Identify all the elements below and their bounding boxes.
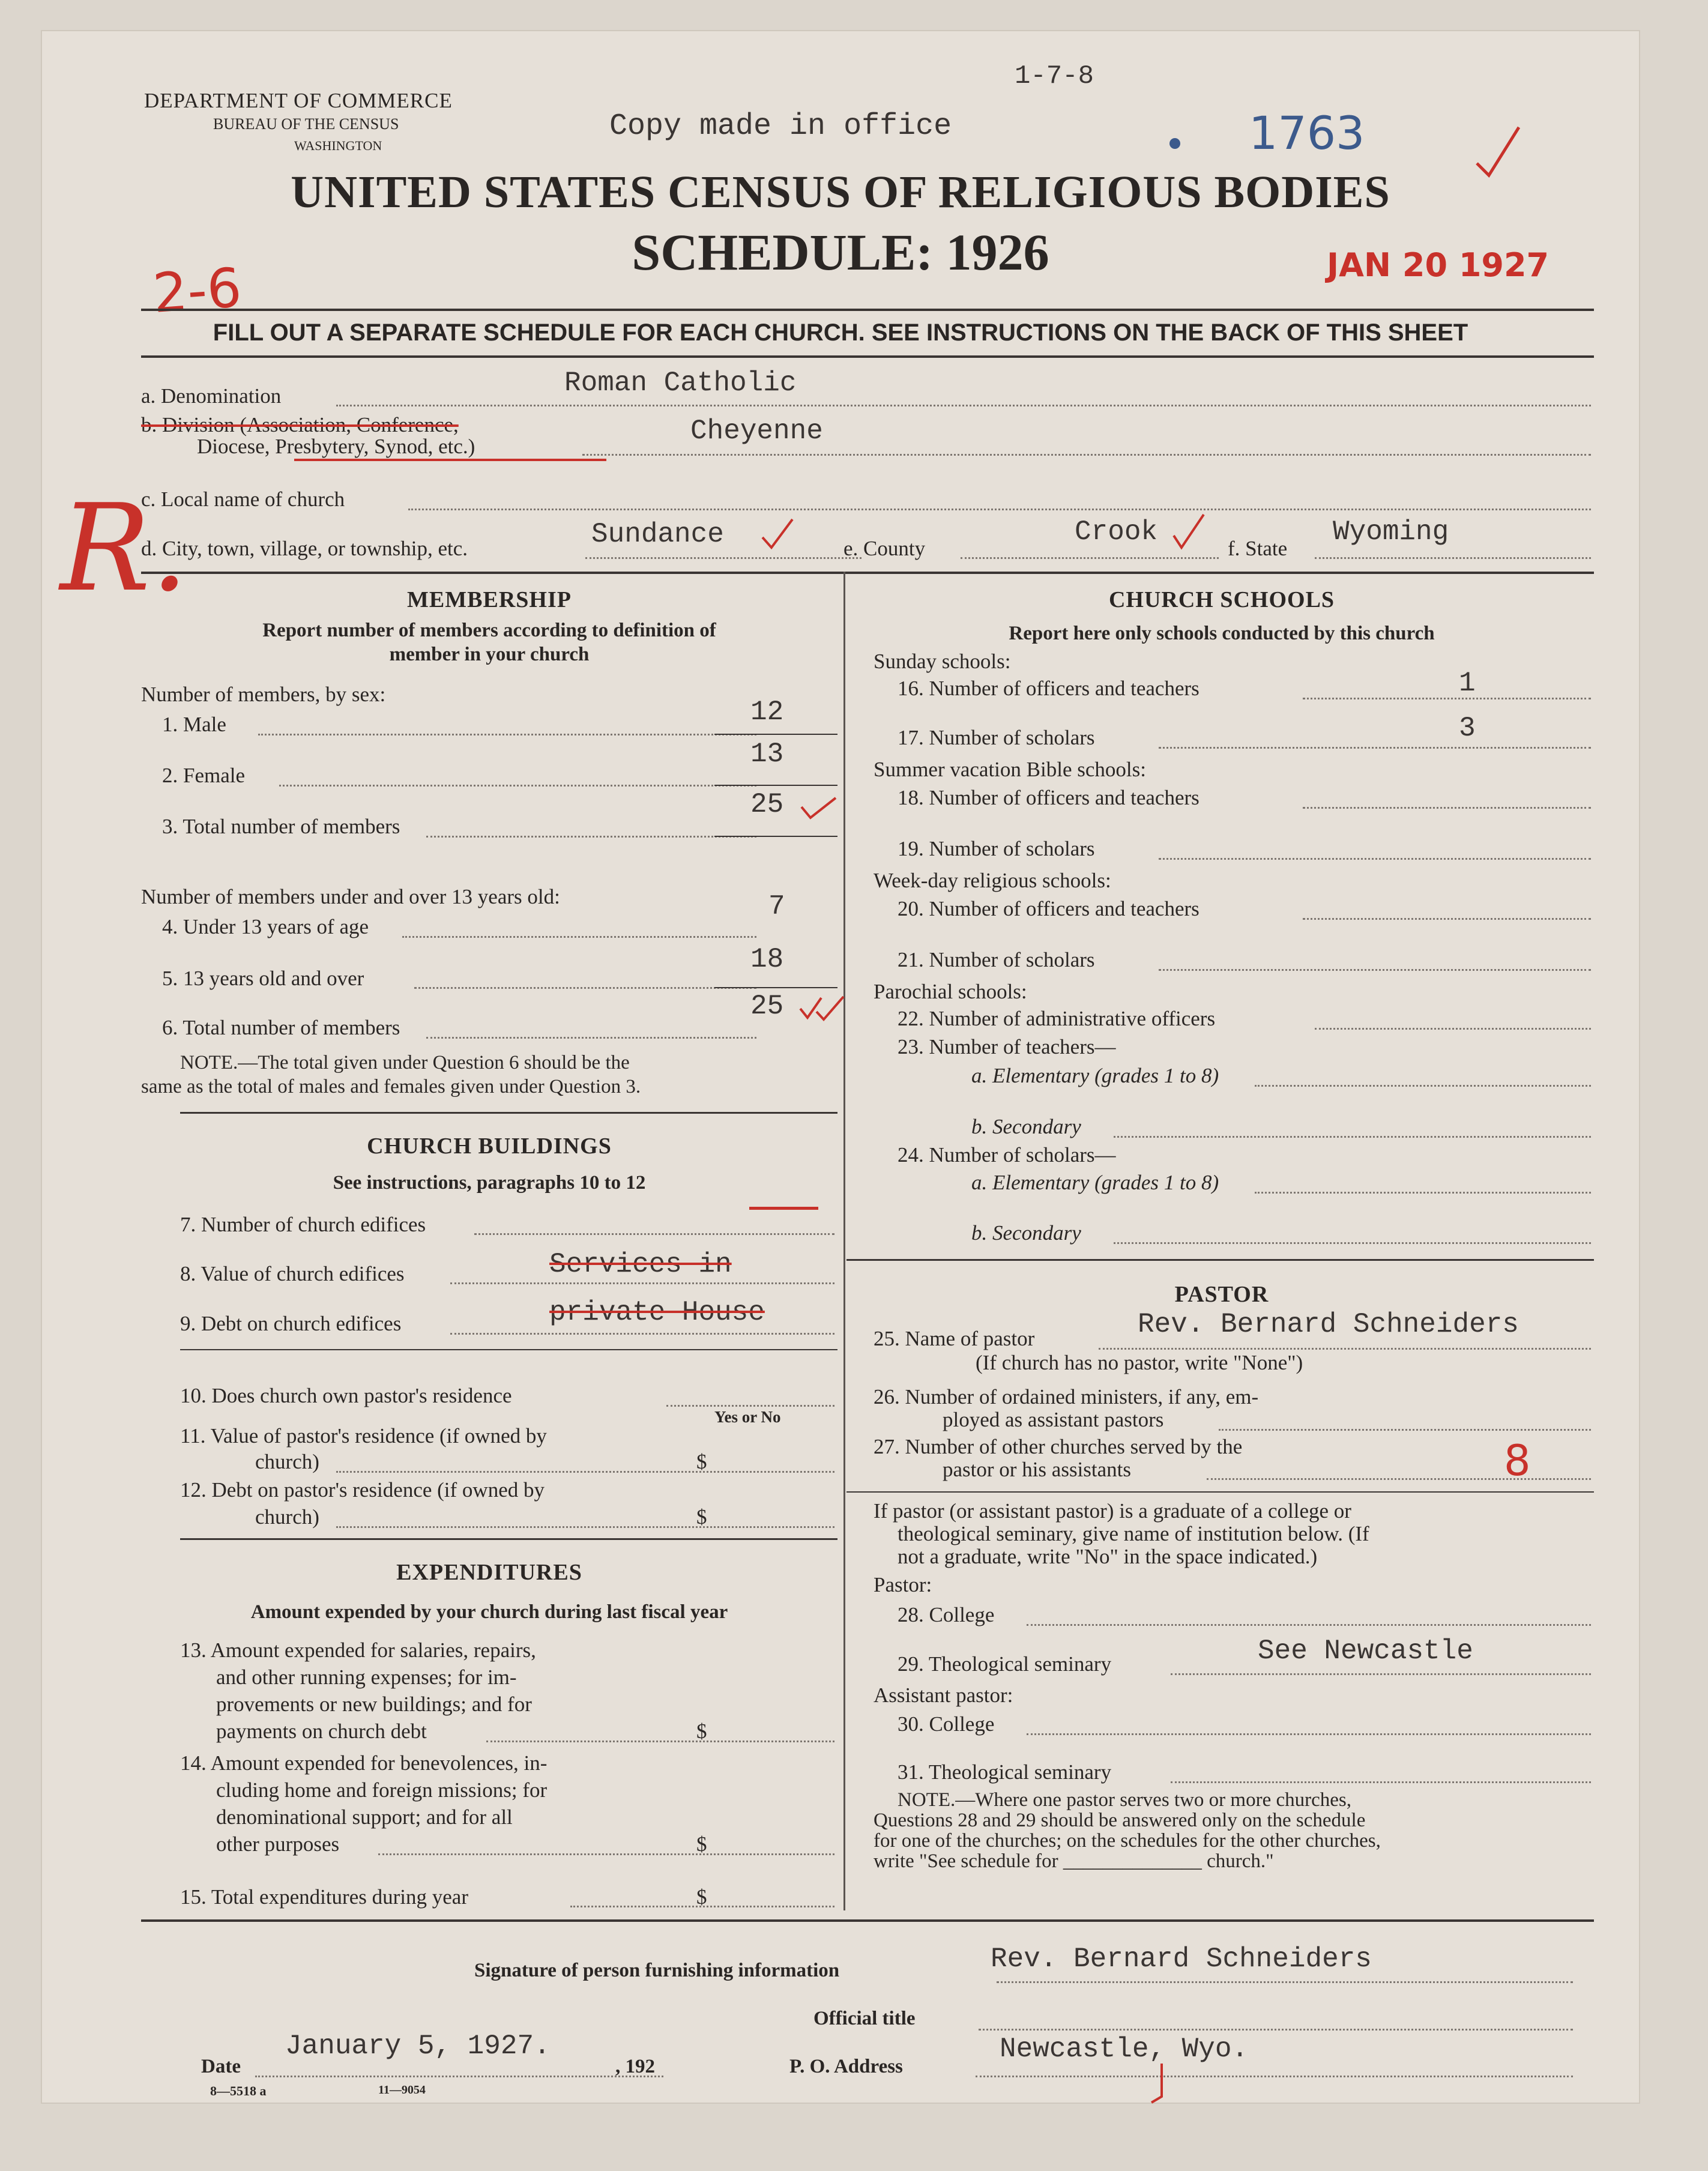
- yes-no-hint: Yes or No: [714, 1408, 781, 1426]
- division-label-line1: b. Division (Association, Conference,: [141, 413, 459, 436]
- county-label: e. County: [843, 537, 926, 560]
- q7-label: 7. Number of church edifices: [180, 1213, 426, 1236]
- q9-value: private House: [549, 1297, 765, 1328]
- q6-total-label: 6. Total number of members: [162, 1016, 400, 1039]
- red-check-city: [759, 516, 795, 552]
- q13-label-2: and other running expenses; for im-: [216, 1665, 517, 1689]
- membership-note-1: NOTE.—The total given under Question 6 should be the: [180, 1052, 630, 1073]
- q22-label: 22. Number of administrative officers: [898, 1007, 1216, 1030]
- q12-label-1: 12. Debt on pastor's residence (if owned by: [180, 1478, 545, 1502]
- q23a-label: a. Elementary (grades 1 to 8): [971, 1064, 1219, 1087]
- serial-number: 1763: [1249, 106, 1365, 160]
- q5-line: [414, 987, 756, 989]
- q24a-line: [1255, 1192, 1591, 1194]
- buildings-rule: [180, 1538, 837, 1540]
- division-value: Cheyenne: [690, 415, 823, 447]
- q13-dollar: $: [696, 1720, 707, 1743]
- header-rule-top: [141, 309, 1594, 311]
- schools-title: CHURCH SCHOOLS: [1108, 587, 1335, 612]
- q13-label-1: 13. Amount expended for salaries, repairs,: [180, 1638, 536, 1662]
- print-number: 11—9054: [378, 2083, 426, 2097]
- q25-note: (If church has no pastor, write "None"): [976, 1351, 1303, 1374]
- q7-line: [474, 1233, 834, 1235]
- q28-line: [1027, 1624, 1591, 1626]
- po-address-value: Newcastle, Wyo.: [1000, 2034, 1249, 2065]
- q26-line: [1219, 1429, 1591, 1431]
- q8-label: 8. Value of church edifices: [180, 1262, 405, 1285]
- department-name: DEPARTMENT OF COMMERCE: [144, 89, 453, 112]
- copy-note: Copy made in office: [609, 109, 952, 143]
- q16-label: 16. Number of officers and teachers: [898, 677, 1200, 700]
- q1-answer-rule: [714, 734, 837, 735]
- q29-value: See Newcastle: [1258, 1635, 1473, 1667]
- county-line: [961, 557, 1219, 559]
- red-mark-address: [1147, 2061, 1171, 2109]
- q31-label: 31. Theological seminary: [898, 1760, 1112, 1784]
- graduate-note-3: not a graduate, write "No" in the space indicated.): [898, 1545, 1318, 1568]
- members-by-sex: Number of members, by sex:: [141, 683, 386, 706]
- membership-title: MEMBERSHIP: [407, 587, 572, 612]
- header-rule-bottom: [141, 355, 1594, 358]
- date-label: Date: [201, 2056, 241, 2077]
- official-title-label: Official title: [813, 2008, 916, 2029]
- sunday-schools-label: Sunday schools:: [874, 650, 1011, 673]
- bureau-city: WASHINGTON: [294, 138, 382, 153]
- q30-line: [1027, 1733, 1591, 1735]
- q12-line: [336, 1526, 834, 1528]
- q24-label: 24. Number of scholars—: [898, 1143, 1116, 1167]
- q26-label-1: 26. Number of ordained ministers, if any, em-: [874, 1385, 1259, 1409]
- membership-rule: [180, 1112, 837, 1114]
- q11-label-2: church): [255, 1450, 319, 1473]
- red-check-q3: [798, 789, 840, 825]
- q4-under13-label: 4. Under 13 years of age: [162, 915, 369, 938]
- q12-dollar: $: [696, 1505, 707, 1529]
- red-dash: [749, 1207, 818, 1210]
- pastor-sublabel: Pastor:: [874, 1573, 932, 1596]
- q30-label: 30. College: [898, 1712, 995, 1736]
- po-address-line: [976, 2076, 1573, 2077]
- date-suffix: , 192: [615, 2056, 655, 2077]
- buildings-title: CHURCH BUILDINGS: [367, 1134, 612, 1159]
- schools-subtitle: Report here only schools conducted by this church: [1009, 623, 1435, 644]
- q11-dollar: $: [696, 1450, 707, 1473]
- q15-label: 15. Total expenditures during year: [180, 1885, 468, 1909]
- membership-subtitle-2: member in your church: [389, 644, 590, 665]
- identity-rule: [141, 572, 1594, 574]
- red-double-check-q6: [798, 991, 846, 1027]
- q29-line: [1171, 1673, 1591, 1675]
- q27-label-2: pastor or his assistants: [943, 1458, 1132, 1481]
- schools-rule: [846, 1259, 1594, 1261]
- bureau-name: BUREAU OF THE CENSUS: [213, 115, 399, 133]
- q22-line: [1315, 1028, 1591, 1030]
- q31-line: [1171, 1781, 1591, 1783]
- city-line: [585, 557, 862, 559]
- q4-under13-value: 7: [768, 891, 785, 922]
- expenditures-subtitle: Amount expended by your church during last fiscal year: [250, 1601, 728, 1623]
- q17-line: [1159, 747, 1591, 749]
- q25-line: [1099, 1348, 1591, 1350]
- membership-note-2: same as the total of males and females given under Question 3.: [141, 1076, 641, 1098]
- pastor-mid-rule: [846, 1491, 1594, 1493]
- q27-value: 8: [1504, 1436, 1531, 1485]
- q11-line: [336, 1471, 834, 1473]
- q25-value: Rev. Bernard Schneiders: [1138, 1309, 1519, 1340]
- q8-value: Services in: [549, 1249, 732, 1280]
- q19-line: [1159, 858, 1591, 860]
- q24b-line: [1114, 1242, 1591, 1244]
- q28-label: 28. College: [898, 1603, 995, 1626]
- q3-line: [426, 836, 756, 838]
- q15-line: [570, 1906, 834, 1907]
- city-label: d. City, town, village, or township, etc.: [141, 537, 468, 560]
- q5-over13-value: 18: [750, 944, 784, 975]
- handwritten-26: 2-6: [151, 256, 244, 325]
- q18-label: 18. Number of officers and teachers: [898, 786, 1200, 809]
- q14-label-3: denominational support; and for all: [216, 1805, 513, 1829]
- column-divider: [843, 572, 845, 1910]
- q25-label: 25. Name of pastor: [874, 1327, 1035, 1350]
- q10-line: [666, 1405, 834, 1407]
- state-value: Wyoming: [1333, 516, 1449, 548]
- denomination-label: a. Denomination: [141, 384, 282, 408]
- q14-dollar: $: [696, 1832, 707, 1856]
- q24b-label: b. Secondary: [971, 1221, 1081, 1245]
- pastor-note-3: for one of the churches; on the schedules for the other churches,: [874, 1830, 1381, 1852]
- graduate-note-1: If pastor (or assistant pastor) is a graduate of a college or: [874, 1499, 1351, 1523]
- local-name-label: c. Local name of church: [141, 488, 345, 511]
- denomination-value: Roman Catholic: [564, 367, 797, 399]
- weekday-schools-label: Week-day religious schools:: [874, 869, 1111, 892]
- state-line: [1315, 557, 1591, 559]
- buildings-mid-rule: [180, 1349, 837, 1350]
- graduate-note-2: theological seminary, give name of institution below. (If: [898, 1522, 1369, 1545]
- membership-subtitle-1: Report number of members according to definition of: [262, 620, 716, 641]
- ink-dot: [1169, 138, 1180, 149]
- q20-line: [1303, 918, 1591, 920]
- q3-total-value: 25: [750, 789, 784, 820]
- q1-line: [258, 734, 756, 735]
- q18-line: [1303, 807, 1591, 809]
- q23a-line: [1255, 1085, 1591, 1087]
- red-check-county: [1171, 512, 1207, 554]
- q6-line: [426, 1037, 756, 1039]
- q14-label-4: other purposes: [216, 1832, 340, 1856]
- q23-label: 23. Number of teachers—: [898, 1035, 1116, 1058]
- instruction-banner: FILL OUT A SEPARATE SCHEDULE FOR EACH CHURCH. SEE INSTRUCTIONS ON THE BACK OF THIS SHEET: [213, 319, 1468, 346]
- members-by-age: Number of members under and over 13 years old:: [141, 885, 560, 908]
- q4-line: [402, 936, 756, 938]
- q23b-label: b. Secondary: [971, 1115, 1081, 1138]
- pastor-note-1: NOTE.—Where one pastor serves two or more churches,: [898, 1789, 1351, 1811]
- form-number: 8—5518 a: [210, 2083, 267, 2098]
- po-address-label: P. O. Address: [789, 2056, 903, 2077]
- q1-male-label: 1. Male: [162, 713, 226, 736]
- date-line: [255, 2076, 663, 2077]
- q24a-label: a. Elementary (grades 1 to 8): [971, 1171, 1219, 1194]
- q16-value: 1: [1459, 668, 1476, 699]
- signature-line: [997, 1981, 1573, 1983]
- q12-label-2: church): [255, 1505, 319, 1529]
- q6-total-value: 25: [750, 991, 784, 1022]
- q13-label-3: provements or new buildings; and for: [216, 1692, 532, 1716]
- received-date-stamp: JAN 20 1927: [1327, 246, 1550, 284]
- division-line: [582, 454, 1591, 456]
- q19-label: 19. Number of scholars: [898, 837, 1095, 860]
- date-value: January 5, 1927.: [285, 2031, 551, 2062]
- q9-line: [450, 1333, 834, 1335]
- local-name-line: [408, 509, 1591, 510]
- q13-line: [486, 1741, 834, 1742]
- q3-answer-rule: [714, 836, 837, 837]
- file-code: 1-7-8: [1015, 61, 1094, 91]
- q21-label: 21. Number of scholars: [898, 948, 1095, 971]
- q2-line: [279, 785, 756, 787]
- signature-value: Rev. Bernard Schneiders: [991, 1943, 1372, 1975]
- pastor-note-4: write "See schedule for ______________ church.": [874, 1850, 1274, 1872]
- footer-rule: [141, 1919, 1594, 1922]
- parochial-schools-label: Parochial schools:: [874, 980, 1027, 1003]
- city-value: Sundance: [591, 519, 724, 550]
- q2-answer-rule: [714, 785, 837, 786]
- q29-label: 29. Theological seminary: [898, 1652, 1112, 1676]
- margin-mark-r: R.: [60, 479, 189, 618]
- expenditures-title: EXPENDITURES: [396, 1560, 582, 1585]
- division-label: [141, 413, 459, 437]
- q2-female-value: 13: [750, 738, 784, 770]
- q17-value: 3: [1459, 713, 1476, 744]
- q20-label: 20. Number of officers and teachers: [898, 897, 1200, 920]
- q9-label: 9. Debt on church edifices: [180, 1312, 402, 1335]
- q3-total-label: 3. Total number of members: [162, 815, 400, 838]
- q11-label-1: 11. Value of pastor's residence (if owned by: [180, 1424, 547, 1448]
- buildings-subtitle: See instructions, paragraphs 10 to 12: [333, 1172, 646, 1194]
- q5-over13-label: 5. 13 years old and over: [162, 967, 364, 990]
- q27-label-1: 27. Number of other churches served by the: [874, 1435, 1243, 1458]
- official-title-line: [979, 2029, 1573, 2031]
- q27-line: [1207, 1478, 1591, 1480]
- schedule-year: SCHEDULE: 1926: [632, 223, 1049, 281]
- form-title: UNITED STATES CENSUS OF RELIGIOUS BODIES: [291, 167, 1390, 217]
- q1-male-value: 12: [750, 696, 784, 728]
- q2-female-label: 2. Female: [162, 764, 246, 787]
- q23b-line: [1114, 1136, 1591, 1138]
- census-schedule-sheet: [42, 31, 1639, 2103]
- division-label-line2: Diocese, Presbytery, Synod, etc.): [197, 435, 475, 458]
- q14-line: [378, 1853, 834, 1855]
- q17-label: 17. Number of scholars: [898, 726, 1095, 749]
- county-value: Crook: [1075, 516, 1158, 548]
- denomination-line: [336, 405, 1591, 406]
- q26-label-2: ployed as assistant pastors: [943, 1408, 1164, 1431]
- q16-line: [1303, 698, 1591, 699]
- assistant-pastor-sublabel: Assistant pastor:: [874, 1683, 1013, 1707]
- red-underline-diocese: [294, 459, 606, 461]
- q21-line: [1159, 969, 1591, 971]
- q5-answer-rule: [714, 987, 837, 988]
- pastor-note-2: Questions 28 and 29 should be answered only on the schedule: [874, 1810, 1366, 1831]
- q10-label: 10. Does church own pastor's residence: [180, 1384, 512, 1407]
- summer-schools-label: Summer vacation Bible schools:: [874, 758, 1146, 781]
- state-label: f. State: [1228, 537, 1288, 560]
- q14-label-1: 14. Amount expended for benevolences, in-: [180, 1751, 548, 1775]
- q8-line: [450, 1282, 834, 1284]
- q13-label-4: payments on church debt: [216, 1720, 427, 1743]
- q14-label-2: cluding home and foreign missions; for: [216, 1778, 548, 1802]
- pastor-title: PASTOR: [1174, 1282, 1269, 1307]
- signature-label: Signature of person furnishing information: [474, 1960, 840, 1981]
- q15-dollar: $: [696, 1885, 707, 1909]
